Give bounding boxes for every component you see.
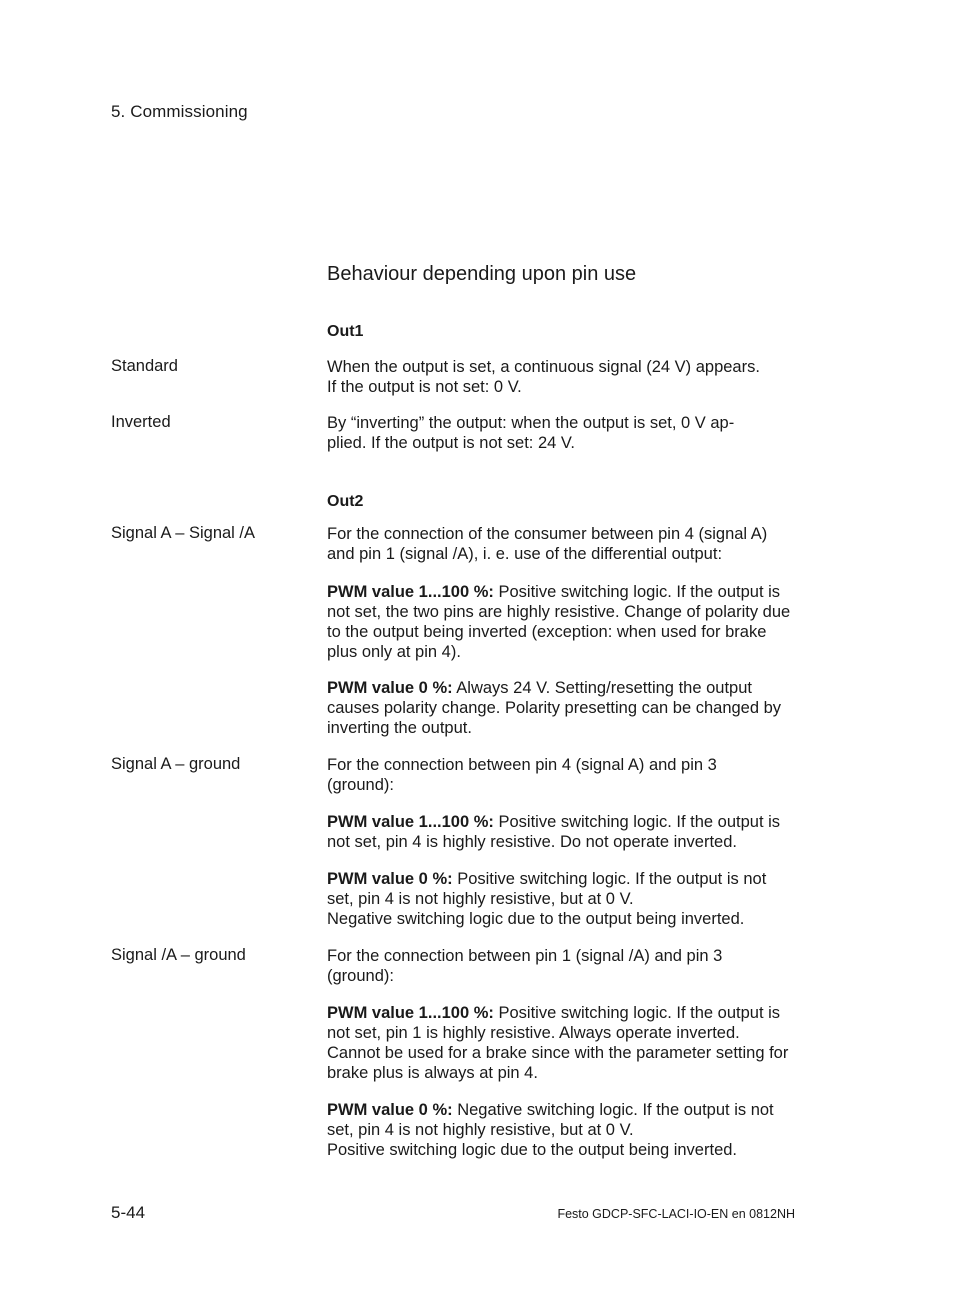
out2-heading: Out2 [327,493,364,510]
pwm-text: Positive switching logic. If the output is not set, pin 1 is highly resistive. Always operate inverted. Cannot be used for a brake since with the parameter setting for brake plus is always at pin 4. [327,1004,789,1082]
page-number: 5-44 [111,1203,146,1222]
pwm-label: PWM value 1...100 %: [327,583,494,601]
signal-a-ground-pwm-100 [327,812,797,852]
standard-description [327,357,797,397]
row-label-signal-a-ground: Signal A – ground [111,755,241,773]
signal-na-ground-pwm-100 [327,1003,797,1083]
pwm-label: PWM value 0 %: [327,679,453,697]
text-line: plied. If the output is not set: 24 V. [327,434,575,452]
pwm-text: Positive switching logic. If the output is not set, pin 4 is not highly resistive, but at 0 V. [327,870,767,908]
text-line: For the connection between pin 1 (signal /A) and pin 3 [327,947,723,965]
row-label-inverted: Inverted [111,413,171,431]
pwm-text: Always 24 V. Setting/resetting the output causes polarity change. Polarity presetting can be changed by inverting the output. [327,679,782,737]
pwm-label: PWM value 0 %: [327,1101,453,1119]
signal-a-signal-na-intro [327,524,797,564]
text-line: (ground): [327,776,394,794]
row-label-standard: Standard [111,357,178,375]
text-line: Negative switching logic due to the output being inverted. [327,910,745,928]
row-label-signal-a-signal-na: Signal A – Signal /A [111,524,256,542]
text-line: (ground): [327,967,394,985]
document-reference: Festo GDCP-SFC-LACI-IO-EN en 0812NH [557,1207,795,1221]
inverted-description [327,413,797,453]
pwm-label: PWM value 1...100 %: [327,813,494,831]
pwm-label: PWM value 0 %: [327,870,453,888]
pwm-paragraph [327,869,797,909]
chapter-header: 5. Commissioning [111,102,248,121]
text-line: By “inverting” the output: when the output is set, 0 V ap- [327,414,735,432]
pwm-text: Positive switching logic. If the output is not set, the two pins are highly resistive. Change of polarity due to the output being inverted (exception: when used for brake plus only at pin 4). [327,583,791,661]
row-label-signal-na-ground: Signal /A – ground [111,946,246,964]
signal-a-ground-intro [327,755,797,795]
text-line: For the connection of the consumer between pin 4 (signal A) [327,525,768,543]
section-title: Behaviour depending upon pin use [327,263,637,285]
pwm-text: Positive switching logic. If the output is not set, pin 4 is highly resistive. Do not operate inverted. [327,813,781,851]
pwm-paragraph [327,1100,797,1140]
pwm-label: PWM value 1...100 %: [327,1004,494,1022]
text-line: Positive switching logic due to the output being inverted. [327,1141,738,1159]
signal-na-ground-pwm-0 [327,1100,797,1160]
pwm-text: Negative switching logic. If the output is not set, pin 4 is not highly resistive, but at 0 V. [327,1101,774,1139]
text-line: For the connection between pin 4 (signal A) and pin 3 [327,756,717,774]
out1-heading: Out1 [327,323,364,340]
text-line: and pin 1 (signal /A), i. e. use of the differential output: [327,545,723,563]
signal-na-ground-intro [327,946,797,986]
signal-a-signal-na-pwm-100 [327,582,797,662]
signal-a-ground-pwm-0 [327,869,797,929]
signal-a-signal-na-pwm-0 [327,678,797,738]
text-line: When the output is set, a continuous signal (24 V) appears. [327,358,760,376]
text-line: If the output is not set: 0 V. [327,378,522,396]
